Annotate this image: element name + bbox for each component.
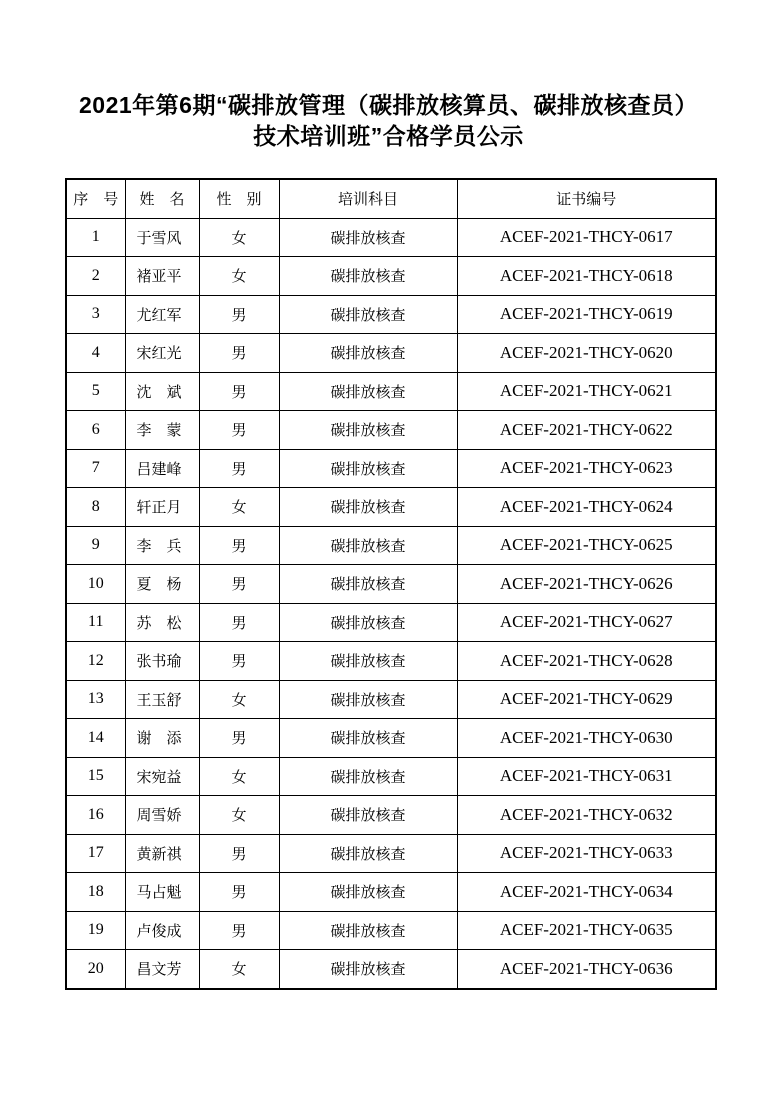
cell-subject: 碳排放核查	[279, 411, 457, 450]
cell-subject: 碳排放核查	[279, 257, 457, 296]
header-cell-name: 姓 名	[125, 179, 199, 218]
cell-subject: 碳排放核查	[279, 526, 457, 565]
table-row	[66, 757, 716, 796]
cell-name: 沈 斌	[125, 372, 199, 411]
cell-name: 马占魁	[125, 873, 199, 912]
cell-gender: 男	[199, 334, 279, 373]
cell-cert: ACEF-2021-THCY-0634	[457, 873, 716, 912]
cell-name: 尤红军	[125, 295, 199, 334]
cell-subject: 碳排放核查	[279, 911, 457, 950]
cell-subject: 碳排放核查	[279, 372, 457, 411]
cell-subject: 碳排放核查	[279, 642, 457, 681]
cell-subject: 碳排放核查	[279, 873, 457, 912]
cell-gender: 男	[199, 911, 279, 950]
header-cell-cert: 证书编号	[457, 179, 716, 218]
cell-gender: 女	[199, 950, 279, 989]
cell-subject: 碳排放核查	[279, 334, 457, 373]
table-row	[66, 950, 716, 989]
cell-gender: 男	[199, 873, 279, 912]
cell-cert: ACEF-2021-THCY-0635	[457, 911, 716, 950]
table-row	[66, 834, 716, 873]
cell-name: 吕建峰	[125, 449, 199, 488]
cell-name: 王玉舒	[125, 680, 199, 719]
cell-subject: 碳排放核查	[279, 218, 457, 257]
cell-serial: 17	[66, 834, 125, 873]
cell-serial: 8	[66, 488, 125, 527]
cell-subject: 碳排放核查	[279, 295, 457, 334]
table-row	[66, 218, 716, 257]
cell-gender: 男	[199, 603, 279, 642]
cell-name: 夏 杨	[125, 565, 199, 604]
cell-cert: ACEF-2021-THCY-0625	[457, 526, 716, 565]
cell-gender: 男	[199, 449, 279, 488]
cell-name: 黄新祺	[125, 834, 199, 873]
cell-gender: 男	[199, 834, 279, 873]
cell-subject: 碳排放核查	[279, 757, 457, 796]
cell-name: 张书瑜	[125, 642, 199, 681]
trainee-results-table	[65, 178, 717, 990]
cell-subject: 碳排放核查	[279, 796, 457, 835]
cell-cert: ACEF-2021-THCY-0629	[457, 680, 716, 719]
table-row	[66, 411, 716, 450]
cell-subject: 碳排放核查	[279, 950, 457, 989]
cell-gender: 男	[199, 295, 279, 334]
cell-cert: ACEF-2021-THCY-0621	[457, 372, 716, 411]
cell-serial: 20	[66, 950, 125, 989]
table-header-row	[66, 179, 716, 218]
cell-serial: 6	[66, 411, 125, 450]
cell-gender: 女	[199, 488, 279, 527]
cell-cert: ACEF-2021-THCY-0627	[457, 603, 716, 642]
cell-name: 苏 松	[125, 603, 199, 642]
cell-subject: 碳排放核查	[279, 680, 457, 719]
cell-cert: ACEF-2021-THCY-0618	[457, 257, 716, 296]
cell-serial: 11	[66, 603, 125, 642]
cell-serial: 9	[66, 526, 125, 565]
cell-name: 谢 添	[125, 719, 199, 758]
cell-cert: ACEF-2021-THCY-0619	[457, 295, 716, 334]
table-row	[66, 526, 716, 565]
cell-name: 昌文芳	[125, 950, 199, 989]
page-title	[0, 90, 777, 152]
cell-name: 褚亚平	[125, 257, 199, 296]
cell-cert: ACEF-2021-THCY-0633	[457, 834, 716, 873]
table-row	[66, 372, 716, 411]
table-row	[66, 911, 716, 950]
cell-gender: 女	[199, 680, 279, 719]
cell-serial: 3	[66, 295, 125, 334]
cell-cert: ACEF-2021-THCY-0630	[457, 719, 716, 758]
cell-gender: 男	[199, 526, 279, 565]
cell-name: 卢俊成	[125, 911, 199, 950]
cell-serial: 15	[66, 757, 125, 796]
cell-serial: 12	[66, 642, 125, 681]
table-row	[66, 642, 716, 681]
table-row	[66, 295, 716, 334]
cell-cert: ACEF-2021-THCY-0626	[457, 565, 716, 604]
cell-gender: 男	[199, 372, 279, 411]
cell-cert: ACEF-2021-THCY-0631	[457, 757, 716, 796]
table-row	[66, 334, 716, 373]
cell-serial: 16	[66, 796, 125, 835]
table-row	[66, 603, 716, 642]
cell-gender: 女	[199, 218, 279, 257]
table-row	[66, 680, 716, 719]
cell-subject: 碳排放核查	[279, 565, 457, 604]
cell-name: 宋红光	[125, 334, 199, 373]
cell-gender: 女	[199, 757, 279, 796]
table-row	[66, 565, 716, 604]
cell-gender: 男	[199, 411, 279, 450]
cell-subject: 碳排放核查	[279, 834, 457, 873]
cell-cert: ACEF-2021-THCY-0636	[457, 950, 716, 989]
cell-name: 李 蒙	[125, 411, 199, 450]
cell-serial: 7	[66, 449, 125, 488]
cell-subject: 碳排放核查	[279, 719, 457, 758]
header-cell-serial: 序 号	[66, 179, 125, 218]
cell-serial: 10	[66, 565, 125, 604]
cell-serial: 18	[66, 873, 125, 912]
header-cell-gender: 性 别	[199, 179, 279, 218]
cell-name: 轩正月	[125, 488, 199, 527]
cell-subject: 碳排放核查	[279, 603, 457, 642]
cell-serial: 13	[66, 680, 125, 719]
cell-name: 周雪娇	[125, 796, 199, 835]
cell-name: 李 兵	[125, 526, 199, 565]
cell-cert: ACEF-2021-THCY-0624	[457, 488, 716, 527]
cell-cert: ACEF-2021-THCY-0623	[457, 449, 716, 488]
cell-cert: ACEF-2021-THCY-0632	[457, 796, 716, 835]
cell-gender: 男	[199, 719, 279, 758]
cell-subject: 碳排放核查	[279, 449, 457, 488]
cell-name: 宋宛益	[125, 757, 199, 796]
table-row	[66, 873, 716, 912]
cell-cert: ACEF-2021-THCY-0617	[457, 218, 716, 257]
cell-gender: 男	[199, 642, 279, 681]
page-title-line1: 2021年第6期“碳排放管理（碳排放核算员、碳排放核查员）	[79, 92, 698, 118]
cell-gender: 女	[199, 257, 279, 296]
cell-name: 于雪风	[125, 218, 199, 257]
page-title-line2: 技术培训班”合格学员公示	[253, 123, 524, 149]
cell-gender: 男	[199, 565, 279, 604]
header-cell-subject: 培训科目	[279, 179, 457, 218]
cell-serial: 2	[66, 257, 125, 296]
cell-serial: 4	[66, 334, 125, 373]
table-row	[66, 488, 716, 527]
table-row	[66, 257, 716, 296]
cell-serial: 14	[66, 719, 125, 758]
cell-subject: 碳排放核查	[279, 488, 457, 527]
cell-cert: ACEF-2021-THCY-0620	[457, 334, 716, 373]
cell-cert: ACEF-2021-THCY-0622	[457, 411, 716, 450]
table-row	[66, 719, 716, 758]
cell-gender: 女	[199, 796, 279, 835]
cell-cert: ACEF-2021-THCY-0628	[457, 642, 716, 681]
table-row	[66, 449, 716, 488]
cell-serial: 19	[66, 911, 125, 950]
cell-serial: 5	[66, 372, 125, 411]
cell-serial: 1	[66, 218, 125, 257]
table-row	[66, 796, 716, 835]
